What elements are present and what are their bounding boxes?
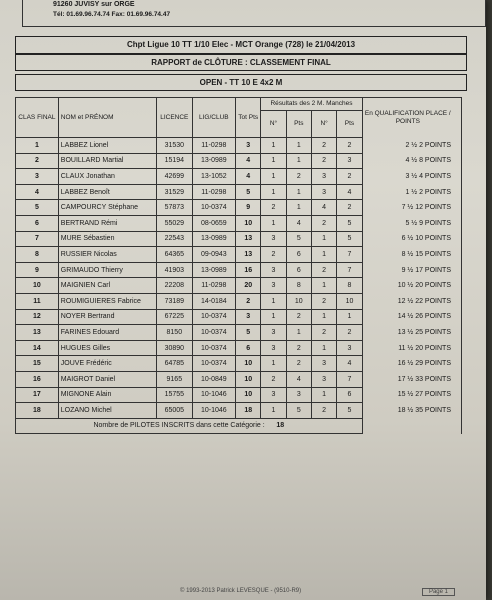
name-cell: GRIMAUDO Thierry: [58, 262, 156, 278]
qualification-cell: 5 ½ 9 POINTS: [362, 215, 461, 231]
race2-points-cell: 5: [337, 403, 362, 419]
qualification-cell: 18 ½ 35 POINTS: [362, 403, 461, 419]
rank-cell: 15: [16, 356, 59, 372]
race2-points-cell: 10: [337, 293, 362, 309]
qualification-cell: 12 ½ 22 POINTS: [362, 293, 461, 309]
header-tot: Tot Pts: [236, 98, 261, 138]
race1-position-cell: 3: [261, 262, 286, 278]
licence-cell: 67225: [157, 309, 192, 325]
licence-cell: 22208: [157, 278, 192, 294]
name-cell: CAMPOURCY Stéphane: [58, 200, 156, 216]
race2-points-cell: 4: [337, 184, 362, 200]
race1-points-cell: 5: [286, 231, 311, 247]
race2-position-cell: 2: [311, 325, 336, 341]
race2-points-cell: 8: [337, 278, 362, 294]
race1-points-cell: 4: [286, 371, 311, 387]
race1-points-cell: 2: [286, 309, 311, 325]
club-cell: 11-0298: [192, 278, 236, 294]
race1-points-cell: 2: [286, 340, 311, 356]
name-cell: MIGNONE Alain: [58, 387, 156, 403]
race2-position-cell: 3: [311, 184, 336, 200]
total-points-cell: 2: [236, 293, 261, 309]
race1-position-cell: 3: [261, 387, 286, 403]
table-row: [16, 309, 462, 325]
race2-points-cell: 7: [337, 247, 362, 263]
race2-points-cell: 3: [337, 340, 362, 356]
race1-points-cell: 1: [286, 325, 311, 341]
race1-points-cell: 1: [286, 138, 311, 154]
club-cell: 08-0659: [192, 215, 236, 231]
header-qualif: En QUALIFICATION PLACE / POINTS: [362, 98, 461, 138]
club-cell: 14-0184: [192, 293, 236, 309]
race2-position-cell: 1: [311, 387, 336, 403]
race2-points-cell: 7: [337, 262, 362, 278]
race1-points-cell: 2: [286, 356, 311, 372]
rank-cell: 13: [16, 325, 59, 341]
race1-points-cell: 1: [286, 153, 311, 169]
licence-cell: 65005: [157, 403, 192, 419]
rank-cell: 3: [16, 169, 59, 185]
licence-cell: 31529: [157, 184, 192, 200]
category-title: OPEN - TT 10 E 4x2 M: [199, 78, 283, 87]
name-cell: CLAUX Jonathan: [58, 169, 156, 185]
race1-points-cell: 10: [286, 293, 311, 309]
qualification-cell: 7 ½ 12 POINTS: [362, 200, 461, 216]
header-pos: CLAS FINAL: [16, 98, 59, 138]
name-cell: BERTRAND Rémi: [58, 215, 156, 231]
rank-cell: 12: [16, 309, 59, 325]
table-row: [16, 293, 462, 309]
race2-position-cell: 2: [311, 293, 336, 309]
header-box: [22, 0, 486, 27]
race2-position-cell: 1: [311, 231, 336, 247]
rank-cell: 6: [16, 215, 59, 231]
table-row: [16, 169, 462, 185]
table-row: [16, 215, 462, 231]
name-cell: BOUILLARD Martial: [58, 153, 156, 169]
qualification-cell: 4 ½ 8 POINTS: [362, 153, 461, 169]
total-points-cell: 6: [236, 340, 261, 356]
table-row: [16, 325, 462, 341]
licence-cell: 73189: [157, 293, 192, 309]
race2-position-cell: 3: [311, 169, 336, 185]
qualification-cell: 11 ½ 20 POINTS: [362, 340, 461, 356]
event-title: Chpt Ligue 10 TT 1/10 Elec - MCT Orange (728) le 21/04/2013: [126, 40, 356, 49]
total-points-cell: 16: [236, 262, 261, 278]
club-cell: 13-0989: [192, 231, 236, 247]
race1-position-cell: 1: [261, 153, 286, 169]
club-cell: 13-0989: [192, 153, 236, 169]
report-title-box: [15, 54, 467, 71]
race1-points-cell: 4: [286, 215, 311, 231]
qualification-cell: 13 ½ 25 POINTS: [362, 325, 461, 341]
club-cell: 10-1046: [192, 403, 236, 419]
licence-cell: 64785: [157, 356, 192, 372]
name-cell: LOZANO Michel: [58, 403, 156, 419]
race1-position-cell: 1: [261, 403, 286, 419]
rank-cell: 16: [16, 371, 59, 387]
qualification-cell: 6 ½ 10 POINTS: [362, 231, 461, 247]
race1-points-cell: 3: [286, 387, 311, 403]
report-title: RAPPORT de CLÔTURE : CLASSEMENT FINAL: [151, 58, 331, 67]
club-cell: 10-0374: [192, 200, 236, 216]
race2-position-cell: 1: [311, 309, 336, 325]
name-cell: JOUVE Frédéric: [58, 356, 156, 372]
race2-position-cell: 3: [311, 356, 336, 372]
club-cell: 09-0943: [192, 247, 236, 263]
rank-cell: 8: [16, 247, 59, 263]
name-cell: HUGUES Gilles: [58, 340, 156, 356]
rank-cell: 14: [16, 340, 59, 356]
race1-position-cell: 3: [261, 231, 286, 247]
race2-points-cell: 2: [337, 200, 362, 216]
rank-cell: 10: [16, 278, 59, 294]
licence-cell: 30890: [157, 340, 192, 356]
race1-points-cell: 6: [286, 247, 311, 263]
race2-points-cell: 2: [337, 169, 362, 185]
qualification-cell: 10 ½ 20 POINTS: [362, 278, 461, 294]
licence-cell: 22543: [157, 231, 192, 247]
race1-position-cell: 3: [261, 278, 286, 294]
race2-position-cell: 2: [311, 215, 336, 231]
race1-position-cell: 1: [261, 169, 286, 185]
category-box: [15, 74, 467, 91]
race2-points-cell: 3: [337, 153, 362, 169]
table-header-row: [16, 98, 462, 111]
race2-position-cell: 1: [311, 247, 336, 263]
header-n1: N°: [261, 111, 286, 138]
rank-cell: 5: [16, 200, 59, 216]
total-points-cell: 10: [236, 371, 261, 387]
club-cell: 11-0298: [192, 138, 236, 154]
address: 91260 JUVISY sur ORGE: [53, 1, 135, 8]
name-cell: MURE Sébastien: [58, 231, 156, 247]
table-row: [16, 138, 462, 154]
race1-points-cell: 5: [286, 403, 311, 419]
footer-count: 18: [276, 422, 285, 430]
rank-cell: 17: [16, 387, 59, 403]
rank-cell: 11: [16, 293, 59, 309]
table-row: [16, 184, 462, 200]
club-cell: 10-0374: [192, 356, 236, 372]
club-cell: 13-0989: [192, 262, 236, 278]
race2-position-cell: 2: [311, 153, 336, 169]
qualification-cell: 15 ½ 27 POINTS: [362, 387, 461, 403]
qualification-cell: 8 ½ 15 POINTS: [362, 247, 461, 263]
header-results: Résultats des 2 M. Manches: [261, 98, 362, 111]
table-row: [16, 247, 462, 263]
race2-points-cell: 2: [337, 325, 362, 341]
licence-cell: 31530: [157, 138, 192, 154]
race1-position-cell: 3: [261, 325, 286, 341]
rank-cell: 9: [16, 262, 59, 278]
total-points-cell: 5: [236, 325, 261, 341]
race2-position-cell: 1: [311, 278, 336, 294]
total-points-cell: 3: [236, 138, 261, 154]
table-row: [16, 200, 462, 216]
race2-points-cell: 1: [337, 309, 362, 325]
race2-points-cell: 7: [337, 371, 362, 387]
event-title-box: [15, 36, 467, 54]
race1-position-cell: 1: [261, 184, 286, 200]
race1-points-cell: 2: [286, 169, 311, 185]
rank-cell: 7: [16, 231, 59, 247]
page-number: Page 1: [422, 588, 455, 596]
club-cell: 10-0374: [192, 325, 236, 341]
club-cell: 10-0374: [192, 309, 236, 325]
copyright: © 1993-2013 Patrick LEVESQUE - (9510-R9): [180, 588, 302, 594]
licence-cell: 64365: [157, 247, 192, 263]
qualification-cell: 17 ½ 33 POINTS: [362, 371, 461, 387]
qualification-cell: 14 ½ 26 POINTS: [362, 309, 461, 325]
club-cell: 11-0298: [192, 184, 236, 200]
page-footer: [20, 588, 475, 598]
total-points-cell: 10: [236, 387, 261, 403]
name-cell: MAIGNIEN Carl: [58, 278, 156, 294]
club-cell: 13-1052: [192, 169, 236, 185]
club-cell: 10-0849: [192, 371, 236, 387]
name-cell: ROUMIGUIERES Fabrice: [58, 293, 156, 309]
table-row: [16, 356, 462, 372]
table-row: [16, 371, 462, 387]
licence-cell: 8150: [157, 325, 192, 341]
name-cell: LABBEZ Benoît: [58, 184, 156, 200]
header-club: LIG/CLUB: [192, 98, 236, 138]
race2-position-cell: 3: [311, 371, 336, 387]
race1-position-cell: 1: [261, 138, 286, 154]
total-points-cell: 13: [236, 247, 261, 263]
race1-points-cell: 8: [286, 278, 311, 294]
results-table: [15, 97, 462, 434]
name-cell: LABBEZ Lionel: [58, 138, 156, 154]
race2-points-cell: 5: [337, 231, 362, 247]
race2-points-cell: 4: [337, 356, 362, 372]
race1-position-cell: 2: [261, 247, 286, 263]
header-p2: Pts: [337, 111, 362, 138]
race1-position-cell: 3: [261, 340, 286, 356]
race1-position-cell: 1: [261, 215, 286, 231]
header-p1: Pts: [286, 111, 311, 138]
race2-position-cell: 2: [311, 262, 336, 278]
total-points-cell: 13: [236, 231, 261, 247]
name-cell: FARINES Edouard: [58, 325, 156, 341]
total-points-cell: 4: [236, 153, 261, 169]
club-cell: 10-0374: [192, 340, 236, 356]
race1-points-cell: 1: [286, 200, 311, 216]
table-row: [16, 231, 462, 247]
header-licence: LICENCE: [157, 98, 192, 138]
rank-cell: 18: [16, 403, 59, 419]
total-points-cell: 4: [236, 169, 261, 185]
race2-position-cell: 4: [311, 200, 336, 216]
total-points-cell: 20: [236, 278, 261, 294]
licence-cell: 42699: [157, 169, 192, 185]
qualification-cell: 3 ½ 4 POINTS: [362, 169, 461, 185]
table-row: [16, 403, 462, 419]
header-n2: N°: [311, 111, 336, 138]
race1-position-cell: 2: [261, 371, 286, 387]
qualification-cell: 1 ½ 2 POINTS: [362, 184, 461, 200]
table-row: [16, 262, 462, 278]
total-points-cell: 10: [236, 356, 261, 372]
race2-position-cell: 2: [311, 138, 336, 154]
licence-cell: 9165: [157, 371, 192, 387]
licence-cell: 41903: [157, 262, 192, 278]
qualification-cell: 9 ½ 17 POINTS: [362, 262, 461, 278]
footer-label: Nombre de PILOTES INSCRITS dans cette Catégorie :: [93, 422, 265, 430]
total-points-cell: 9: [236, 200, 261, 216]
total-points-cell: 10: [236, 215, 261, 231]
race1-points-cell: 1: [286, 184, 311, 200]
total-points-cell: 5: [236, 184, 261, 200]
race1-position-cell: 1: [261, 309, 286, 325]
race2-points-cell: 6: [337, 387, 362, 403]
race2-points-cell: 2: [337, 138, 362, 154]
table-row: [16, 153, 462, 169]
rank-cell: 2: [16, 153, 59, 169]
race2-position-cell: 1: [311, 340, 336, 356]
header-name: NOM et PRÉNOM: [58, 98, 156, 138]
table-row: [16, 278, 462, 294]
licence-cell: 15755: [157, 387, 192, 403]
table-row: [16, 387, 462, 403]
rank-cell: 4: [16, 184, 59, 200]
race1-points-cell: 6: [286, 262, 311, 278]
race2-points-cell: 5: [337, 215, 362, 231]
club-cell: 10-1046: [192, 387, 236, 403]
race2-position-cell: 2: [311, 403, 336, 419]
name-cell: MAIGROT Daniel: [58, 371, 156, 387]
qualification-cell: 2 ½ 2 POINTS: [362, 138, 461, 154]
name-cell: RUSSIER Nicolas: [58, 247, 156, 263]
licence-cell: 15194: [157, 153, 192, 169]
total-points-cell: 3: [236, 309, 261, 325]
race1-position-cell: 2: [261, 200, 286, 216]
total-points-cell: 18: [236, 403, 261, 419]
name-cell: NOYER Bertrand: [58, 309, 156, 325]
table-row: [16, 340, 462, 356]
race1-position-cell: 1: [261, 293, 286, 309]
phone-fax: Tél: 01.69.96.74.74 Fax: 01.69.96.74.47: [53, 11, 171, 18]
rank-cell: 1: [16, 138, 59, 154]
qualification-cell: 16 ½ 29 POINTS: [362, 356, 461, 372]
licence-cell: 55029: [157, 215, 192, 231]
table-footer-row: [16, 418, 462, 434]
race1-position-cell: 1: [261, 356, 286, 372]
licence-cell: 57873: [157, 200, 192, 216]
